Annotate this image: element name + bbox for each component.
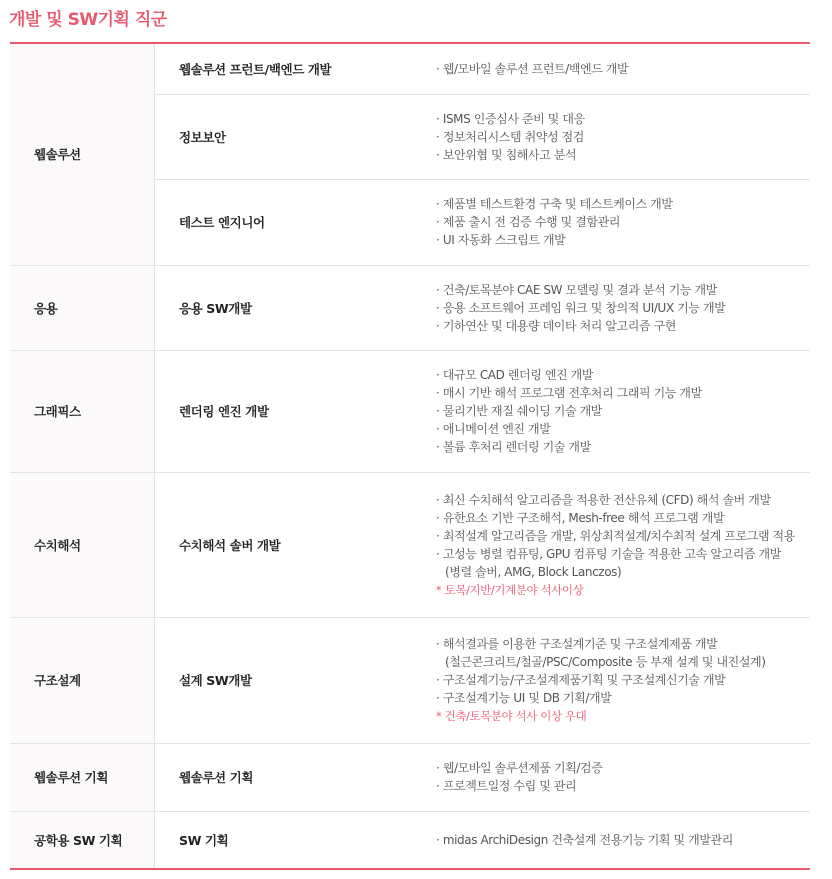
duty-cell bbox=[436, 265, 810, 350]
duty-cell bbox=[436, 472, 810, 617]
duty-cell bbox=[436, 94, 810, 179]
duty-line: · 유한요소 기반 구조해석, Mesh-free 해석 프로그램 개발 bbox=[436, 510, 725, 525]
duty-line: · 제품별 테스트환경 구축 및 테스트케이스 개발 bbox=[436, 197, 673, 211]
duty-line: · 해석결과를 이용한 구조설계기준 및 구조설계제품 개발 bbox=[436, 637, 718, 651]
category-cell: 공학용 SW 기획 bbox=[10, 811, 155, 869]
duty-line: · 기하연산 및 대용량 데이타 처리 알고리즘 구현 bbox=[436, 318, 676, 333]
category-cell: 구조설계 bbox=[10, 617, 155, 743]
category-cell: 수치해석 bbox=[10, 472, 155, 617]
duty-line: (병렬 솔버, AMG, Block Lanczos) bbox=[445, 564, 622, 579]
duty-line: · 보안위협 및 침해사고 분석 bbox=[436, 147, 577, 162]
table-row bbox=[10, 811, 810, 869]
duty-line: · 애니메이션 엔진 개발 bbox=[436, 422, 551, 436]
table-row bbox=[10, 43, 810, 94]
duty-line: · 웹/모바일 솔루션 프런트/백엔드 개발 bbox=[436, 61, 629, 76]
role-cell: 렌더링 엔진 개발 bbox=[155, 350, 437, 472]
category-cell: 웹솔루션 기획 bbox=[10, 743, 155, 811]
duty-line: · 고성능 병렬 컴퓨팅, GPU 컴퓨팅 기술을 적용한 고속 알고리즘 개발 bbox=[436, 546, 781, 561]
duty-cell bbox=[436, 350, 810, 472]
duty-line: · 구조설계기능 UI 및 DB 기획/개발 bbox=[436, 691, 612, 705]
table-row bbox=[10, 743, 810, 811]
duty-line: · 매시 기반 해석 프로그램 전후처리 그래픽 기능 개발 bbox=[436, 386, 702, 400]
duty-line: · midas ArchiDesign 건축설계 전용기능 기획 및 개발관리 bbox=[436, 832, 733, 847]
role-cell: 테스트 엔지니어 bbox=[155, 179, 437, 265]
duty-line: · 응용 소프트웨어 프레임 워크 및 창의적 UI/UX 기능 개발 bbox=[436, 300, 726, 315]
role-cell: 정보보안 bbox=[155, 94, 437, 179]
duty-cell bbox=[436, 179, 810, 265]
duty-line: · 구조설계기능/구조설계제품기획 및 구조설계신기술 개발 bbox=[436, 673, 726, 687]
duty-line: · 정보처리시스템 취약성 점검 bbox=[436, 129, 584, 144]
duty-line: · 최적설계 알고리즘을 개발, 위상최적설계/치수최적 설계 프로그램 적용 bbox=[436, 528, 795, 543]
role-cell: 설계 SW개발 bbox=[155, 617, 437, 743]
requirement-note: * 토목/지반/기계분야 석사이상 bbox=[436, 582, 584, 597]
duty-line: · ISMS 인증심사 준비 및 대응 bbox=[436, 111, 585, 126]
role-cell: SW 기획 bbox=[155, 811, 437, 869]
duty-line: · 프로젝트일정 수립 및 관리 bbox=[436, 779, 577, 793]
duty-line: · 웹/모바일 솔루션제품 기획/검증 bbox=[436, 761, 603, 775]
page-title: 개발 및 SW기획 직군 bbox=[9, 10, 167, 30]
duty-line: · 대규모 CAD 렌더링 엔진 개발 bbox=[436, 368, 594, 382]
duty-line: · 최신 수치해석 알고리즘을 적용한 전산유체 (CFD) 해석 솔버 개발 bbox=[436, 492, 771, 507]
duty-cell bbox=[436, 43, 810, 94]
role-cell: 웹솔루션 기획 bbox=[155, 743, 437, 811]
duty-cell bbox=[436, 743, 810, 811]
duty-line: · UI 자동화 스크립트 개발 bbox=[436, 233, 566, 247]
duty-line: · 건축/토목분야 CAE SW 모델링 및 결과 분석 기능 개발 bbox=[436, 282, 717, 297]
category-cell: 응용 bbox=[10, 265, 155, 350]
duty-cell bbox=[436, 811, 810, 869]
table-row bbox=[10, 472, 810, 617]
category-cell: 그래픽스 bbox=[10, 350, 155, 472]
table-row bbox=[10, 617, 810, 743]
duty-cell bbox=[436, 617, 810, 743]
role-cell: 웹솔루션 프런트/백엔드 개발 bbox=[179, 61, 332, 77]
job-table bbox=[10, 42, 810, 870]
duty-line: · 제품 출시 전 검증 수행 및 결함관리 bbox=[436, 215, 621, 229]
duty-line: · 볼륨 후처리 렌더링 기술 개발 bbox=[436, 440, 591, 454]
duty-line: · 물리기반 재질 쉐이딩 기술 개발 bbox=[436, 404, 602, 418]
role-cell: 수치해석 솔버 개발 bbox=[155, 472, 437, 617]
category-cell: 웹솔루션 bbox=[10, 43, 155, 265]
duty-line: (철근콘크리트/철골/PSC/Composite 등 부재 설계 및 내진설계) bbox=[445, 655, 766, 669]
table-row bbox=[10, 350, 810, 472]
requirement-note: * 건축/토목분야 석사 이상 우대 bbox=[436, 709, 587, 723]
role-cell: 응용 SW개발 bbox=[155, 265, 437, 350]
table-row bbox=[10, 265, 810, 350]
